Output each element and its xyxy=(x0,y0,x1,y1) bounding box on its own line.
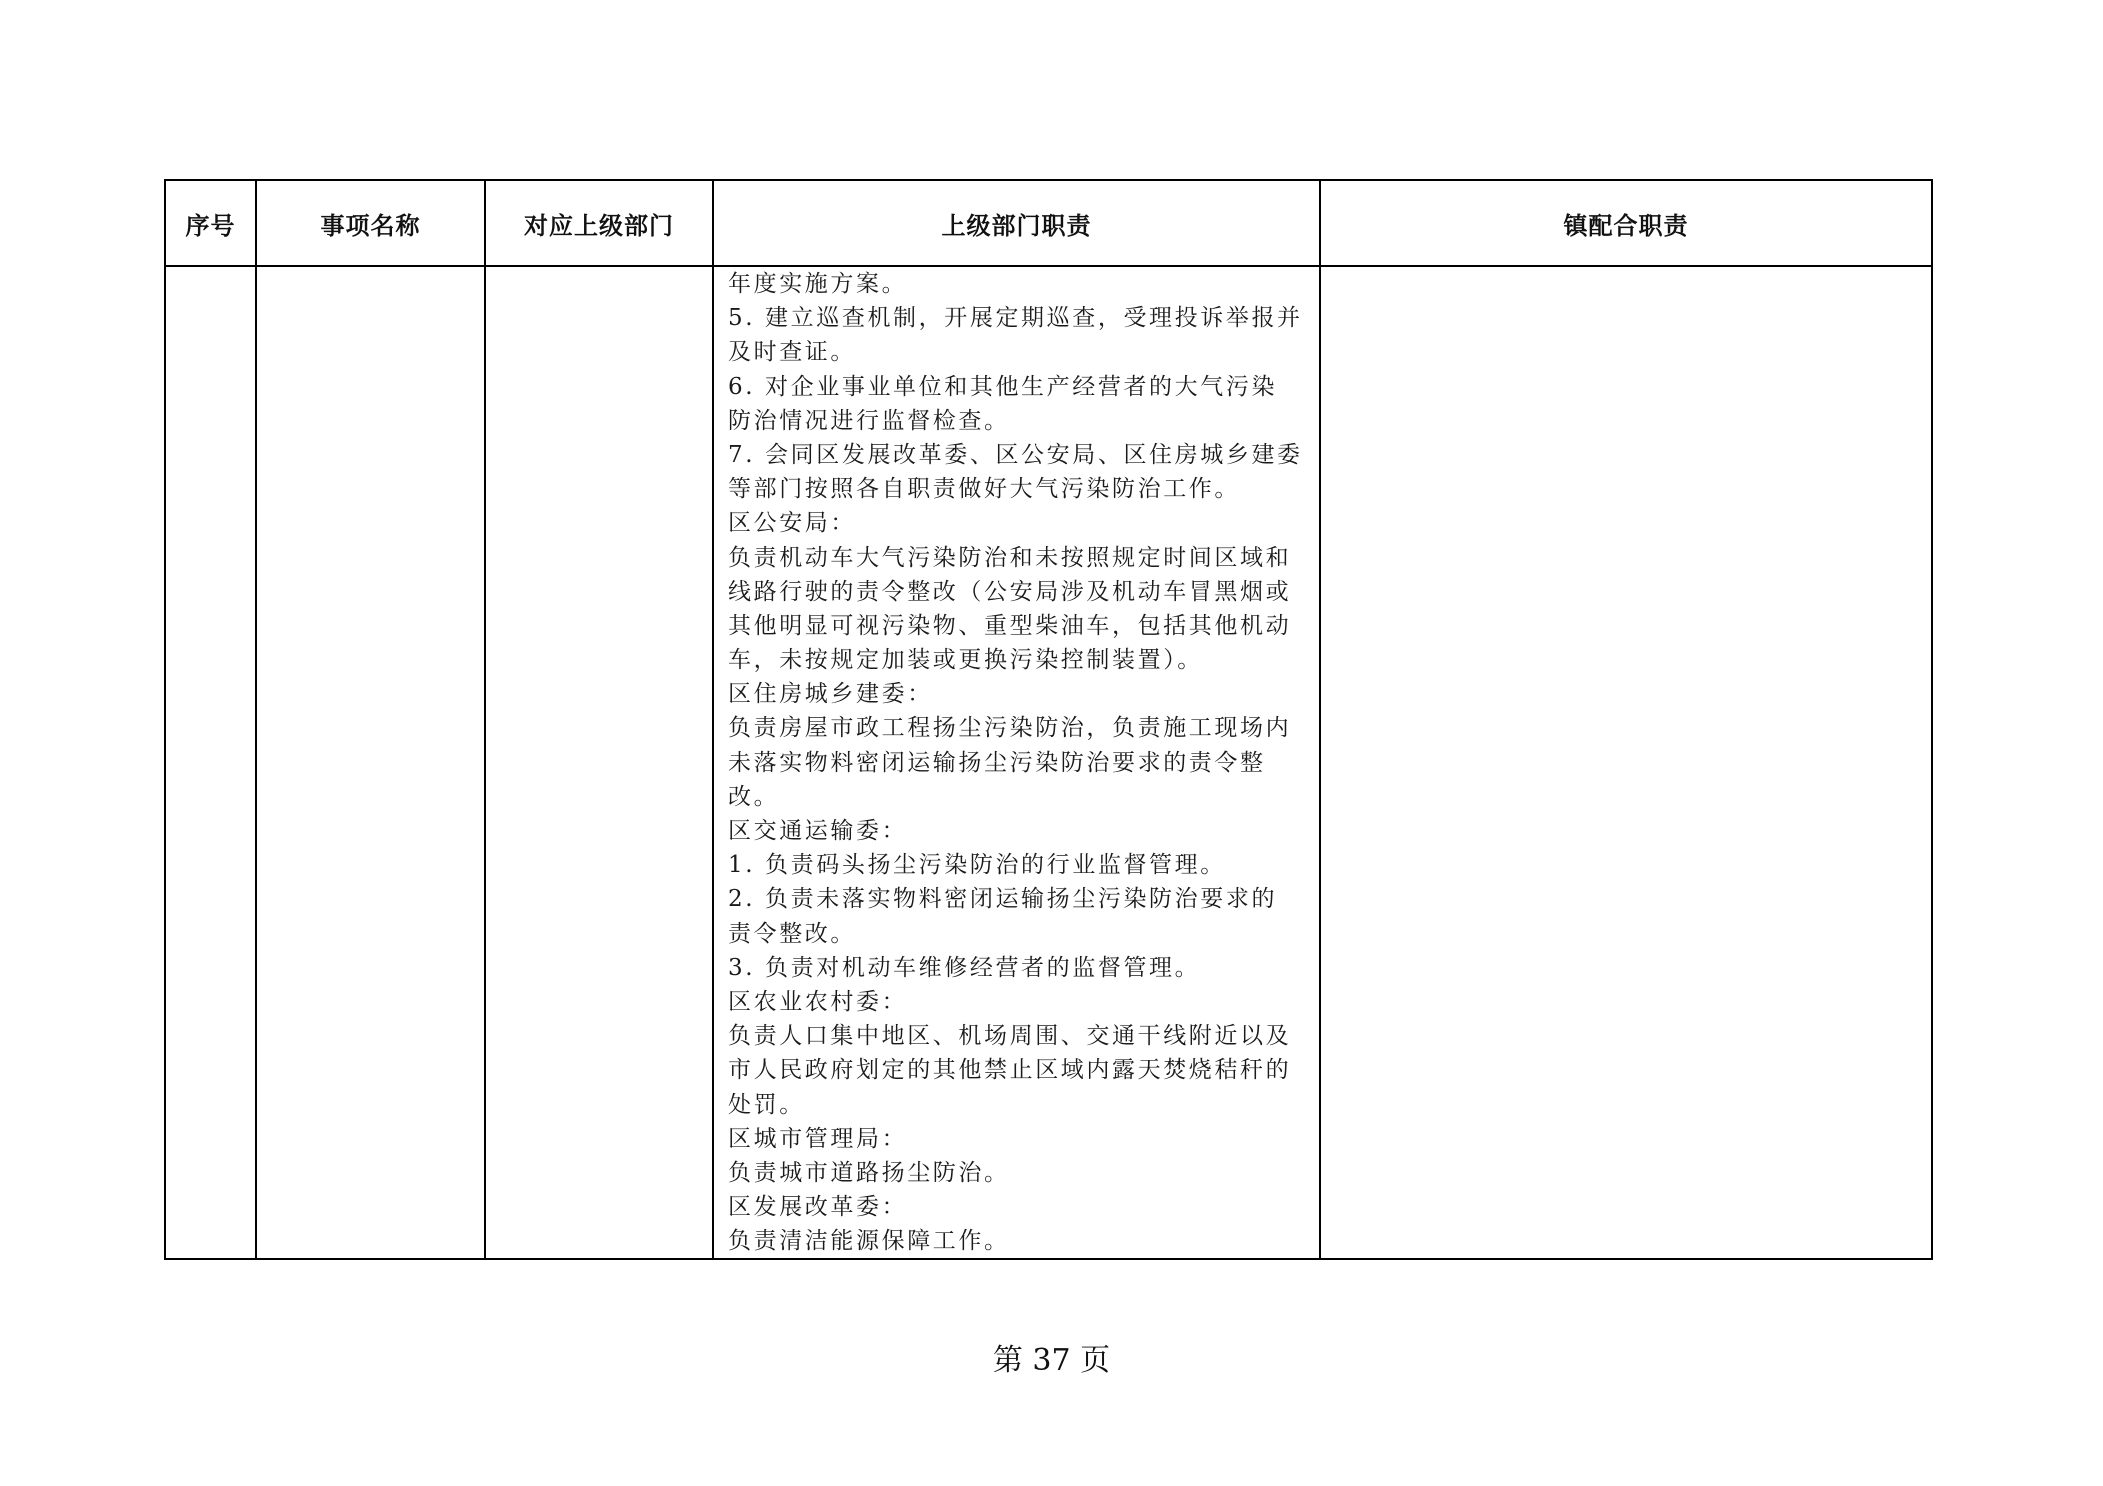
duty-line: 责令整改。 xyxy=(728,920,856,947)
table-row xyxy=(165,266,1932,1259)
duty-line: 2. 负责未落实物料密闭运输扬尘污染防治要求的 xyxy=(728,886,1278,913)
duty-line: 3. 负责对机动车维修经营者的监督管理。 xyxy=(728,954,1201,981)
duty-line: 等部门按照各自职责做好大气污染防治工作。 xyxy=(728,476,1240,503)
duty-line: 市人民政府划定的其他禁止区域内露天焚烧秸秆的 xyxy=(728,1057,1292,1084)
cell-superior-duty xyxy=(713,266,1320,1259)
duty-line: 处罚。 xyxy=(728,1091,805,1118)
duty-line: 区农业农村委： xyxy=(728,988,908,1015)
responsibility-table xyxy=(164,179,1933,1260)
header-town-duty: 镇配合职责 xyxy=(1320,180,1932,266)
duty-line: 区发展改革委： xyxy=(728,1194,908,1221)
header-superior-duty: 上级部门职责 xyxy=(713,180,1320,266)
duty-line: 未落实物料密闭运输扬尘污染防治要求的责令整 xyxy=(728,749,1266,776)
duty-line: 7. 会同区发展改革委、区公安局、区住房城乡建委 xyxy=(728,441,1303,468)
duty-line: 区公安局： xyxy=(728,510,856,537)
duty-line: 其他明显可视污染物、重型柴油车，包括其他机动 xyxy=(728,612,1292,639)
duty-line: 防治情况进行监督检查。 xyxy=(728,407,1010,434)
header-superior-dept: 对应上级部门 xyxy=(485,180,713,266)
duty-line: 负责清洁能源保障工作。 xyxy=(728,1228,1010,1255)
cell-town-duty xyxy=(1320,266,1932,1259)
duty-line: 负责人口集中地区、机场周围、交通干线附近以及 xyxy=(728,1023,1292,1050)
duty-line: 负责房屋市政工程扬尘污染防治，负责施工现场内 xyxy=(728,715,1292,742)
page-number: 第 37 页 xyxy=(992,1343,1111,1378)
table-header-row xyxy=(165,180,1932,266)
duty-line: 区交通运输委： xyxy=(728,818,908,844)
duty-line: 年度实施方案。 xyxy=(728,271,908,297)
duty-line: 负责机动车大气污染防治和未按照规定时间区域和 xyxy=(728,544,1292,571)
cell-superior-dept xyxy=(485,266,713,1259)
cell-seq xyxy=(165,266,256,1259)
duty-line: 车，未按规定加装或更换污染控制装置）。 xyxy=(728,647,1203,674)
duty-line: 改。 xyxy=(728,783,780,810)
duty-line: 区城市管理局： xyxy=(728,1125,908,1152)
header-seq: 序号 xyxy=(165,180,256,266)
duty-line: 1. 负责码头扬尘污染防治的行业监督管理。 xyxy=(728,852,1226,879)
duty-line: 线路行驶的责令整改（公安局涉及机动车冒黑烟或 xyxy=(728,578,1292,605)
header-item-name: 事项名称 xyxy=(256,180,485,266)
duty-line: 区住房城乡建委： xyxy=(728,681,933,708)
duty-line: 及时查证。 xyxy=(728,339,856,366)
duty-line: 5. 建立巡查机制，开展定期巡查，受理投诉举报并 xyxy=(728,305,1303,332)
duty-line: 6. 对企业事业单位和其他生产经营者的大气污染 xyxy=(728,373,1278,400)
duty-line: 负责城市道路扬尘防治。 xyxy=(728,1159,1010,1186)
cell-item-name xyxy=(256,266,485,1259)
